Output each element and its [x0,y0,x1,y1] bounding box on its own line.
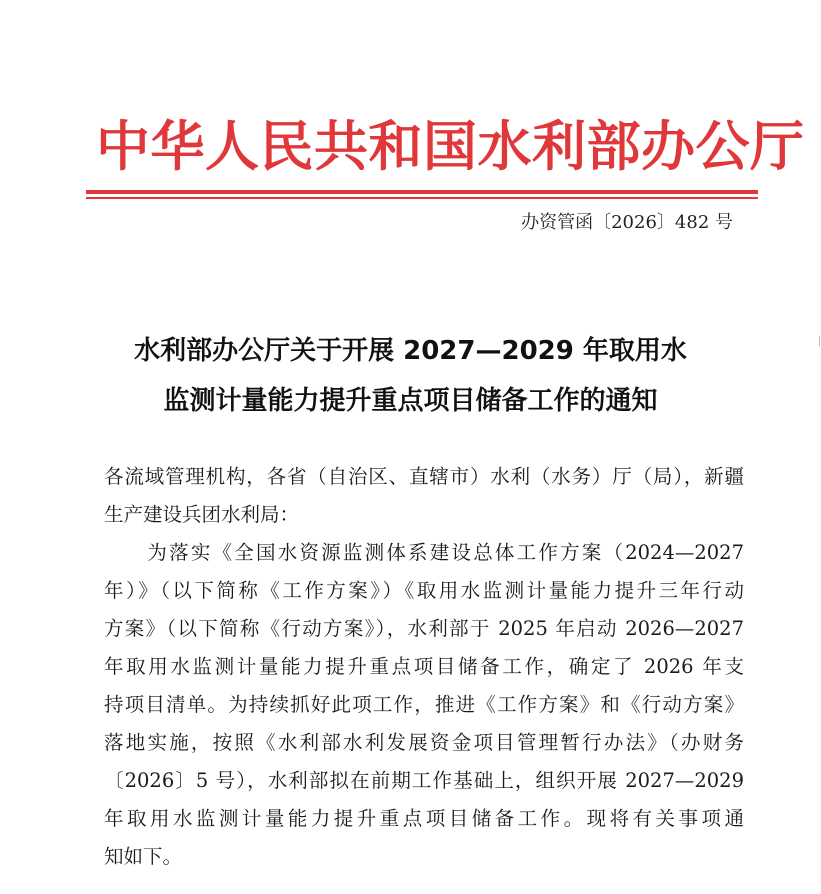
body-line-3: 为落实《全国水资源监测体系建设总体工作方案（2024—2027 [104,541,744,564]
red-header-rule [86,190,758,194]
body-line-6: 年取用水监测计量能力提升重点项目储备工作，确定了 2026 年支 [104,655,744,678]
body-line-5: 方案》（以下简称《行动方案》），水利部于 2025 年启动 2026—2027 [104,617,744,640]
body-line-9: 〔2026〕5 号），水利部拟在前期工作基础上，组织开展 2027—2029 [104,769,744,792]
document-title-line-2: 监测计量能力提升重点项目储备工作的通知 [163,386,658,416]
document-title [60,326,761,426]
document-title-line-1: 水利部办公厅关于开展 2027—2029 年取用水 [134,336,687,366]
body-line-8: 落地实施，按照《水利部水利发展资金项目管理暂行办法》（办财务 [104,731,744,754]
body-line-2: 生产建设兵团水利局： [104,503,300,526]
red-header-rule-thin [86,197,758,199]
body-line-4: 年）》（以下简称《工作方案》）《取用水监测计量能力提升三年行动 [104,579,744,602]
issuing-office-header: 中华人民共和国水利部办公厅 [96,115,805,178]
body-line-7: 持项目清单。为持续抓好此项工作，推进《工作方案》和《行动方案》 [104,693,744,716]
scan-edge-mark [819,336,820,346]
body-line-1: 各流域管理机构，各省（自治区、直辖市）水利（水务）厅（局），新疆 [104,465,744,488]
document-body [104,458,744,876]
body-line-11: 知如下。 [104,845,183,868]
document-number: 办资管函〔2026〕482 号 [521,212,733,233]
body-line-10: 年取用水监测计量能力提升重点项目储备工作。现将有关事项通 [104,807,744,830]
